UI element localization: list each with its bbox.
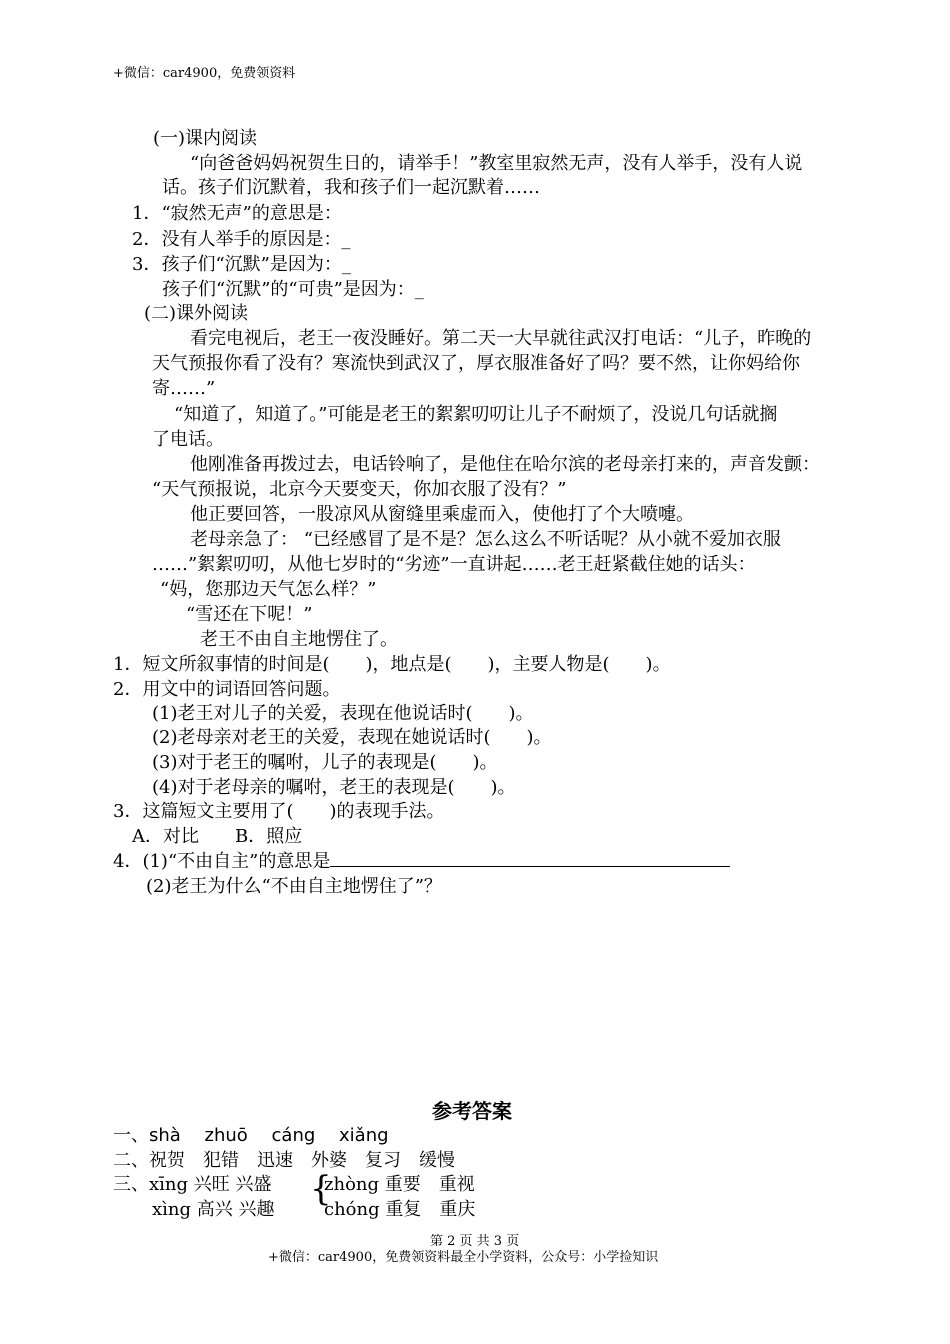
question-2: 2．用文中的词语回答问题。	[113, 679, 341, 700]
question-4a-text: 4．(1)“不由自主”的意思是	[113, 851, 331, 872]
header-note: +微信：car4900，免费领资料	[113, 66, 296, 81]
question-3-options: A．对比 B．照应	[132, 826, 303, 847]
question-2b: (2)老母亲对老王的关爱，表现在她说话时( )。	[152, 727, 552, 748]
question-1: 1．短文所叙事情的时间是( )，地点是( )，主要人物是( )。	[113, 654, 671, 675]
answers-row-2: 二、祝贺 犯错 迅速 外婆 复习 缓慢	[113, 1150, 455, 1171]
question-4b: (2)老王为什么“不由自主地愣住了”？	[146, 876, 442, 897]
outclass-p5-line1: 老母亲急了： “已经感冒了是不是？怎么这么不听话呢？从小就不爱加衣服	[190, 529, 781, 550]
inclass-passage-line1: “向爸爸妈妈祝贺生日的，请举手！”教室里寂然无声，没有人举手，没有人说	[190, 153, 803, 174]
inclass-question-3: 3．孩子们“沉默”是因为：_	[132, 254, 351, 275]
outclass-p4: 他正要回答，一股凉风从窗缝里乘虚而入，使他打了个大喷嚏。	[190, 504, 694, 525]
answers-row-3b: zhòng 重要 重视	[324, 1174, 475, 1195]
outclass-p5-line2: ……”絮絮叨叨，从他七岁时的“劣迹”一直讲起……老王赶紧截住她的话头：	[152, 554, 756, 575]
inclass-heading: (一)课内阅读	[153, 128, 258, 149]
inclass-question-2: 2．没有人举手的原因是：_	[132, 229, 351, 250]
outclass-p1-line3: 寄……”	[152, 378, 216, 399]
outclass-p5-line3: “妈，您那边天气怎么样？”	[160, 579, 377, 600]
outclass-p3-line1: 他刚准备再拨过去，电话铃响了，是他住在哈尔滨的老母亲打来的，声音发颤：	[190, 454, 820, 475]
outclass-p2-line1: “知道了，知道了。”可能是老王的絮絮叨叨让儿子不耐烦了，没说几句话就搁	[174, 404, 778, 425]
outclass-p1-line1: 看完电视后，老王一夜没睡好。第二天一大早就往武汉打电话：“儿子，昨晚的	[190, 328, 812, 349]
question-2a: (1)老王对儿子的关爱，表现在他说话时( )。	[152, 703, 534, 724]
answers-row-1: 一、shà zhuō cáng xiǎng	[113, 1125, 389, 1146]
question-4a	[113, 850, 730, 874]
footer-page-number: 第 2 页 共 3 页	[430, 1234, 520, 1249]
inclass-question-3b: 孩子们“沉默”的“可贵”是因为：_	[162, 279, 424, 300]
question-3: 3．这篇短文主要用了( )的表现手法。	[113, 801, 445, 822]
answers-row-4a: xìng 高兴 兴趣	[152, 1199, 275, 1220]
answers-row-4b: chóng 重复 重庆	[324, 1199, 476, 1220]
inclass-passage-line2: 话。孩子们沉默着，我和孩子们一起沉默着……	[162, 177, 540, 198]
inclass-question-1: 1．“寂然无声”的意思是：	[132, 203, 342, 224]
answer-blank-line	[330, 850, 730, 867]
outclass-p2-line2: 了电话。	[152, 429, 224, 450]
footer-note: +微信：car4900，免费领资料最全小学资料，公众号：小学捡知识	[268, 1250, 659, 1265]
question-2d: (4)对于老母亲的嘱咐，老王的表现是( )。	[152, 777, 516, 798]
outclass-p3-line2: “天气预报说，北京今天要变天，你加衣服了没有？”	[152, 479, 567, 500]
brace-symbol: {	[310, 1169, 332, 1209]
answers-row-3a: 三、xīng 兴旺 兴盛	[113, 1174, 272, 1195]
outclass-p6: “雪还在下呢！”	[186, 604, 313, 625]
question-2c: (3)对于老王的嘱咐，儿子的表现是( )。	[152, 752, 498, 773]
answers-title: 参考答案	[432, 1099, 512, 1123]
outclass-p1-line2: 天气预报你看了没有？寒流快到武汉了，厚衣服准备好了吗？要不然，让你妈给你	[152, 353, 800, 374]
outclass-heading: (二)课外阅读	[144, 303, 249, 324]
outclass-p7: 老王不由自主地愣住了。	[200, 629, 398, 650]
